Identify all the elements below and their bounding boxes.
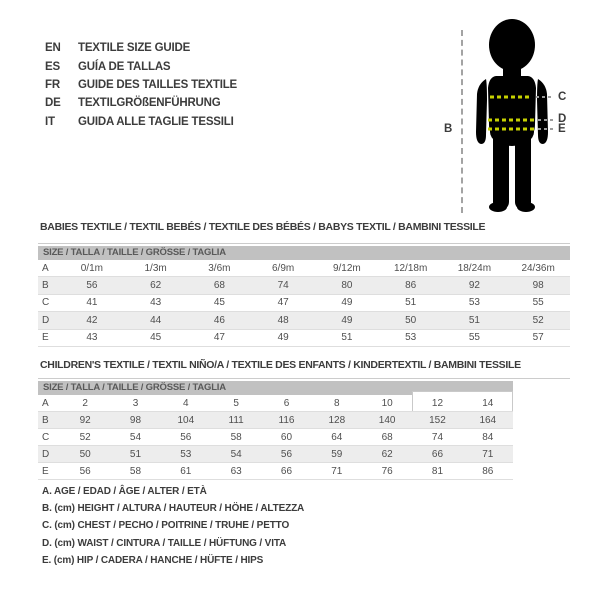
- table-cell: 53: [180, 448, 192, 460]
- table-cell: 12/18m: [393, 262, 428, 274]
- legend-row: A. AGE / EDAD / ÂGE / ALTER / ETÀ: [42, 486, 207, 497]
- row-label: B: [42, 280, 49, 292]
- language-title: GUIDE DES TAILLES TEXTILE: [78, 78, 237, 91]
- language-code: EN: [45, 42, 61, 55]
- table-cell: 6/9m: [272, 262, 295, 274]
- language-code: FR: [45, 78, 60, 91]
- row-label: C: [42, 431, 50, 443]
- babies-size-header: SIZE / TALLA / TAILLE / GRÖSSE / TAGLIA: [38, 246, 570, 260]
- table-cell: 55: [532, 297, 544, 309]
- row-label: E: [42, 332, 49, 344]
- table-cell: 47: [277, 297, 289, 309]
- language-row: [45, 76, 237, 94]
- table-cell: 51: [341, 332, 353, 344]
- language-row: [45, 39, 237, 57]
- table-cell: 43: [86, 332, 98, 344]
- language-code: DE: [45, 97, 61, 110]
- table-cell: 1/3m: [144, 262, 167, 274]
- table-cell: 62: [150, 280, 162, 292]
- language-title: GUÍA DE TALLAS: [78, 60, 171, 73]
- language-code: ES: [45, 60, 60, 73]
- table-cell: 24/36m: [521, 262, 555, 274]
- table-row-D: [38, 312, 570, 329]
- table-cell: 61: [180, 465, 192, 477]
- table-cell: 12: [431, 397, 444, 409]
- table-cell: 51: [129, 448, 142, 460]
- babies-table: [38, 246, 570, 348]
- language-list: [45, 39, 237, 131]
- table-cell: 71: [482, 448, 494, 460]
- table-cell: 56: [180, 431, 192, 443]
- table-cell: 86: [405, 280, 417, 292]
- table-cell: 48: [277, 314, 289, 326]
- row-label: D: [42, 448, 50, 460]
- table-cell: 53: [468, 297, 480, 309]
- table-cell: 9/12m: [332, 262, 361, 274]
- table-cell: 98: [532, 280, 544, 292]
- height-measure-label: B: [444, 123, 453, 135]
- table-cell: 56: [79, 465, 91, 477]
- children-table-rows: [38, 395, 513, 480]
- legend-row: D. (cm) WAIST / CINTURA / TAILLE / HÜFTUNG / VITA: [42, 537, 287, 549]
- children-table: [38, 381, 513, 481]
- table-cell: 66: [280, 465, 293, 477]
- table-cell: 68: [213, 280, 225, 292]
- table-cell: 49: [341, 297, 353, 309]
- table-cell: 92: [468, 280, 480, 292]
- language-row: [45, 94, 237, 112]
- height-measure-dashed-line: [461, 30, 463, 213]
- table-cell: 54: [129, 431, 142, 443]
- language-row: [45, 57, 237, 75]
- table-cell: 3/6m: [208, 262, 231, 274]
- table-cell: 5: [233, 397, 239, 409]
- table-cell: 46: [213, 314, 225, 326]
- table-cell: 152: [429, 414, 446, 426]
- children-section-title: CHILDREN'S TEXTILE / TEXTIL NIÑO/A / TEXTILE DES ENFANTS / KINDERTEXTIL / BAMBINI TESSILE: [40, 359, 521, 371]
- table-cell: 10: [381, 397, 393, 409]
- table-cell: 50: [405, 314, 417, 326]
- table-cell: 92: [79, 414, 91, 426]
- table-cell: 81: [431, 465, 444, 477]
- table-cell: 58: [129, 465, 142, 477]
- table-cell: 58: [230, 431, 242, 443]
- waist-measure-label: D: [558, 113, 567, 125]
- table-cell: 49: [341, 314, 353, 326]
- row-label: B: [42, 414, 49, 426]
- language-title: TEXTILGRÖßENFÜHRUNG: [78, 97, 221, 110]
- table-cell: 2: [82, 397, 88, 409]
- table-cell: 59: [331, 448, 343, 460]
- table-row-A: [38, 395, 513, 412]
- row-label: A: [42, 262, 49, 274]
- table-row-E: [38, 463, 513, 480]
- table-cell: 80: [341, 280, 353, 292]
- hip-measure-label: E: [558, 123, 566, 135]
- row-label: E: [42, 465, 49, 477]
- row-label: A: [42, 397, 49, 409]
- table-cell: 54: [230, 448, 242, 460]
- table-row-C: [38, 429, 513, 446]
- babies-section-title: BABIES TEXTILE / TEXTIL BEBÉS / TEXTILE DES BÉBÉS / BABYS TEXTIL / BAMBINI TESSILE: [40, 221, 486, 233]
- table-cell: 74: [431, 431, 444, 443]
- table-cell: 53: [405, 332, 417, 344]
- measurement-legend: [42, 486, 304, 572]
- table-cell: 52: [532, 314, 544, 326]
- table-cell: 55: [468, 332, 480, 344]
- child-body-shape: [476, 19, 548, 212]
- row-label: D: [42, 314, 50, 326]
- table-cell: 56: [86, 280, 98, 292]
- table-cell: 4: [183, 397, 189, 409]
- language-row: [45, 113, 237, 131]
- language-title: GUIDA ALLE TAGLIE TESSILI: [78, 115, 234, 128]
- children-size-header: SIZE / TALLA / TAILLE / GRÖSSE / TAGLIA: [38, 381, 513, 395]
- table-cell: 14: [482, 397, 494, 409]
- legend-row: B. (cm) HEIGHT / ALTURA / HAUTEUR / HÖHE / ALTEZZA: [42, 503, 305, 515]
- table-cell: 128: [328, 414, 346, 426]
- table-cell: 50: [79, 448, 91, 460]
- table-row-A: [38, 260, 570, 277]
- language-title: TEXTILE SIZE GUIDE: [78, 42, 191, 55]
- table-cell: 3: [132, 397, 139, 409]
- table-cell: 41: [86, 297, 98, 309]
- table-cell: 84: [482, 431, 494, 443]
- table-cell: 45: [213, 297, 225, 309]
- table-cell: 111: [228, 414, 244, 426]
- child-silhouette-icon: [470, 14, 570, 214]
- table-row-C: [38, 295, 570, 312]
- table-cell: 57: [532, 332, 544, 344]
- table-cell: 0/1m: [80, 262, 103, 274]
- legend-row: C. (cm) CHEST / PECHO / POITRINE / TRUHE / PETTO: [42, 520, 290, 532]
- babies-table-rows: [38, 260, 570, 347]
- table-cell: 116: [278, 414, 295, 426]
- language-code: IT: [45, 115, 55, 128]
- chest-measure-label: C: [558, 91, 567, 103]
- table-cell: 43: [150, 297, 162, 309]
- table-row-D: [38, 446, 513, 463]
- table-cell: 66: [431, 448, 444, 460]
- table-cell: 6: [283, 397, 290, 409]
- table-cell: 63: [230, 465, 242, 477]
- table-cell: 76: [381, 465, 393, 477]
- table-cell: 140: [378, 414, 396, 426]
- table-cell: 60: [280, 431, 293, 443]
- table-cell: 56: [280, 448, 293, 460]
- table-cell: 42: [86, 314, 98, 326]
- table-cell: 51: [405, 297, 417, 309]
- row-label: C: [42, 297, 50, 309]
- table-cell: 64: [331, 431, 343, 443]
- table-cell: 44: [150, 314, 162, 326]
- table-cell: 8: [334, 397, 340, 409]
- table-cell: 62: [381, 448, 393, 460]
- table-cell: 47: [213, 332, 225, 344]
- table-cell: 86: [482, 465, 494, 477]
- table-cell: 98: [129, 414, 142, 426]
- table-cell: 164: [479, 414, 497, 426]
- table-cell: 52: [79, 431, 91, 443]
- table-cell: 71: [331, 465, 343, 477]
- table-row-B: [38, 277, 570, 294]
- divider-line: [38, 378, 570, 379]
- table-cell: 18/24m: [457, 262, 492, 274]
- table-cell: 74: [277, 280, 289, 292]
- table-cell: 104: [177, 414, 195, 426]
- divider-line: [38, 243, 570, 244]
- legend-row: E. (cm) HIP / CADERA / HANCHE / HÜFTE / HIPS: [42, 554, 264, 566]
- table-row-E: [38, 330, 570, 347]
- table-cell: 51: [468, 314, 480, 326]
- table-cell: 49: [277, 332, 289, 344]
- table-cell: 68: [381, 431, 393, 443]
- table-row-B: [38, 412, 513, 429]
- table-cell: 45: [150, 332, 162, 344]
